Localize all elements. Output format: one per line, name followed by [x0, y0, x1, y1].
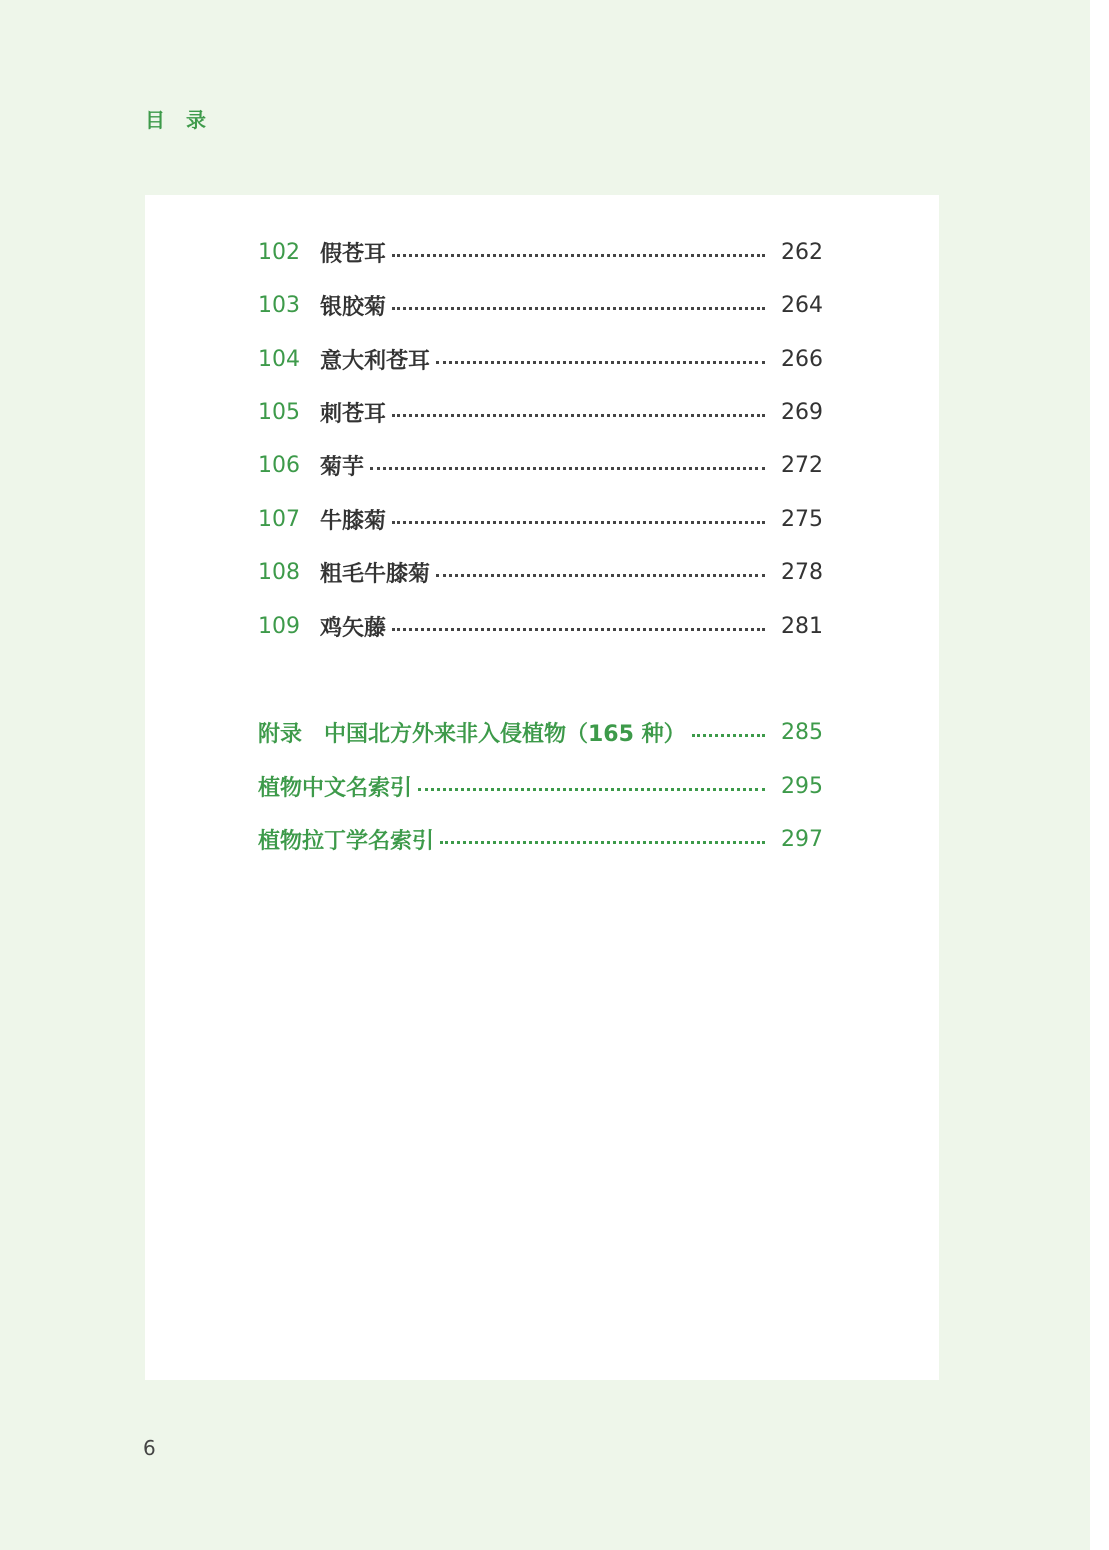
appendix-name: 植物中文名索引 [258, 775, 413, 801]
entry-page: 262 [781, 239, 823, 265]
dot-leader [392, 305, 765, 310]
entry-name: 刺苍耳 [320, 401, 387, 427]
appendix-name: 植物拉丁学名索引 [258, 828, 435, 854]
entry-number: 105 [258, 399, 300, 425]
dot-leader [692, 732, 765, 737]
toc-entry[interactable] [258, 556, 823, 588]
entry-page: 266 [781, 346, 823, 372]
dot-leader [436, 359, 765, 364]
appendix-name: 附录 中国北方外来非入侵植物（165 种） [258, 721, 686, 747]
page-number: 6 [143, 1436, 156, 1460]
dot-leader [392, 519, 765, 524]
entry-page: 281 [781, 613, 823, 639]
appendix-page: 295 [781, 773, 823, 799]
entry-name: 假苍耳 [320, 241, 387, 267]
entry-name: 粗毛牛膝菊 [320, 561, 431, 587]
dot-leader [392, 626, 765, 631]
latin-name-index-entry[interactable] [258, 823, 823, 855]
entry-number: 106 [258, 452, 300, 478]
entry-page: 278 [781, 559, 823, 585]
entry-name: 菊芋 [320, 454, 365, 480]
entry-number: 107 [258, 506, 300, 532]
appendix-page: 285 [781, 719, 823, 745]
dot-leader [392, 412, 765, 417]
dot-leader [392, 252, 765, 257]
entry-number: 108 [258, 559, 300, 585]
entry-number: 104 [258, 346, 300, 372]
toc-entry[interactable] [258, 396, 823, 428]
toc-entry[interactable] [258, 449, 823, 481]
dot-leader [440, 839, 765, 844]
entry-name: 银胶菊 [320, 294, 387, 320]
toc-entry[interactable] [258, 343, 823, 375]
appendix-page: 297 [781, 826, 823, 852]
entry-name: 牛膝菊 [320, 508, 387, 534]
dot-leader [370, 465, 765, 470]
toc-entry[interactable] [258, 610, 823, 642]
entry-name: 意大利苍耳 [320, 348, 431, 374]
chinese-name-index-entry[interactable] [258, 770, 823, 802]
entry-page: 272 [781, 452, 823, 478]
entry-number: 103 [258, 292, 300, 318]
entry-number: 102 [258, 239, 300, 265]
dot-leader [436, 572, 765, 577]
toc-entry[interactable] [258, 289, 823, 321]
toc-entry[interactable] [258, 503, 823, 535]
entry-number: 109 [258, 613, 300, 639]
page-title: 目 录 [145, 108, 208, 132]
toc-entry[interactable] [258, 236, 823, 268]
appendix-entry[interactable] [258, 716, 823, 748]
entry-page: 275 [781, 506, 823, 532]
entry-page: 264 [781, 292, 823, 318]
entry-page: 269 [781, 399, 823, 425]
dot-leader [418, 786, 765, 791]
entry-name: 鸡矢藤 [320, 615, 387, 641]
